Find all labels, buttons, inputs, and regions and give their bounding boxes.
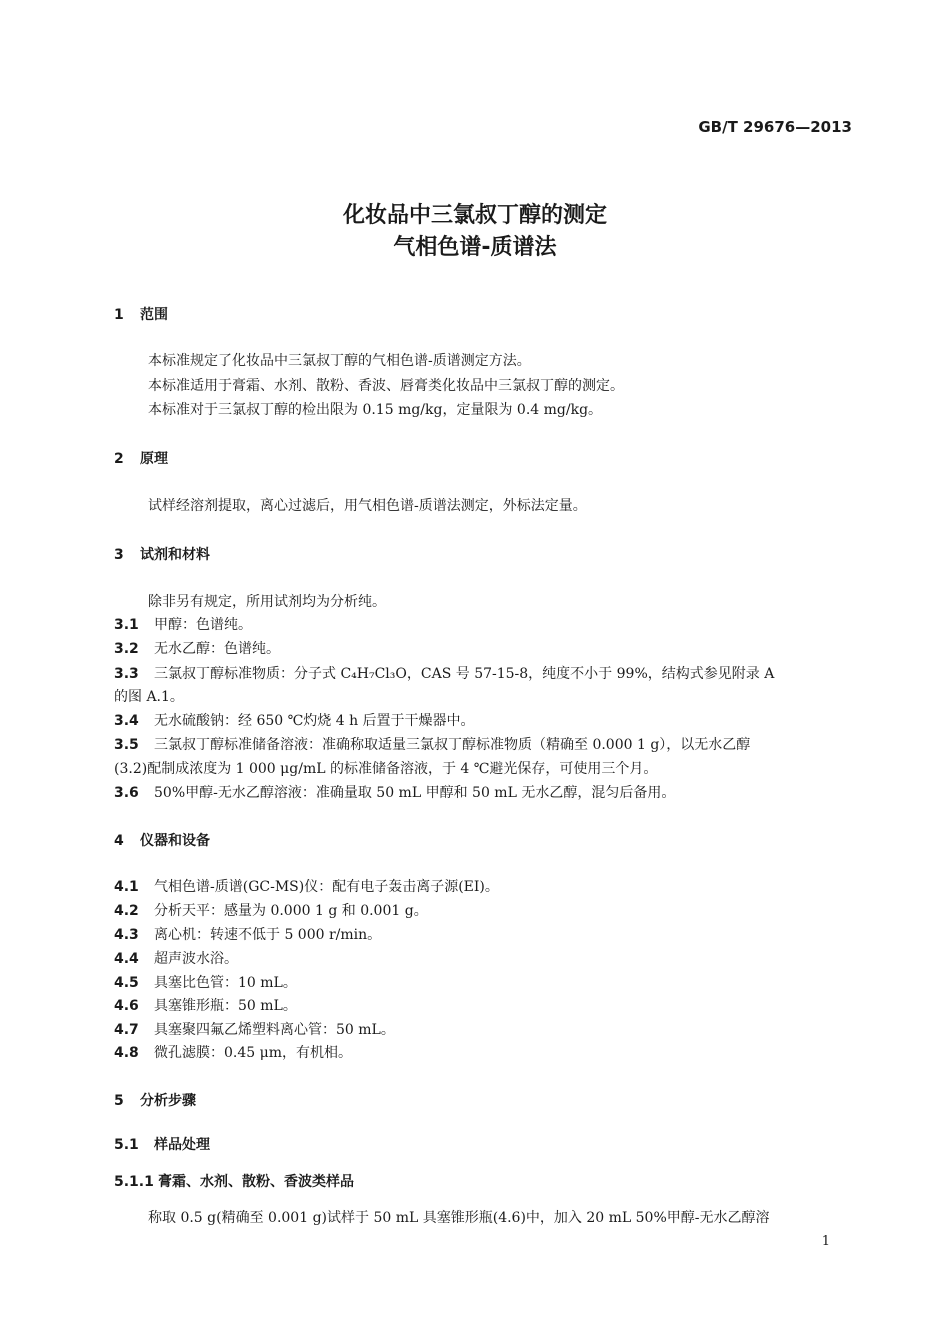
item-number: 3.4 (114, 713, 139, 729)
item-number: 4.6 (114, 998, 139, 1014)
item-text: 无水硫酸钠：经 650 ℃灼烧 4 h 后置于干燥器中。 (154, 713, 475, 729)
page-number: 1 (821, 1234, 830, 1249)
section-number: 5.1 (114, 1137, 139, 1153)
item-text: 三氯叔丁醇标准储备溶液：准确称取适量三氯叔丁醇标准物质（精确至 0.000 1 g），以无水乙醇 (154, 737, 751, 753)
section-heading-5 (114, 1090, 196, 1110)
item-text: 离心机：转速不低于 5 000 r/min。 (154, 927, 382, 943)
standard-number: GB/T 29676—2013 (698, 118, 852, 136)
item-text: 气相色谱-质谱(GC-MS)仪：配有电子轰击离子源(EI)。 (154, 879, 499, 895)
section-number: 3 (114, 547, 124, 563)
list-item (114, 877, 499, 897)
section-title: 原理 (140, 451, 168, 467)
paragraph: 称取 0.5 g(精确至 0.001 g)试样于 50 mL 具塞锥形瓶(4.6)中，加入 20 mL 50%甲醇-无水乙醇溶 (148, 1210, 770, 1226)
list-item (114, 973, 297, 993)
item-text: 三氯叔丁醇标准物质：分子式 C₄H₇Cl₃O，CAS 号 57-15-8，纯度不小于 99%，结构式参见附录 A (154, 666, 775, 682)
item-number: 3.5 (114, 737, 139, 753)
list-item (114, 1043, 352, 1063)
list-item (114, 664, 774, 684)
item-text: 微孔滤膜：0.45 μm，有机相。 (154, 1045, 352, 1061)
item-text: 分析天平：感量为 0.000 1 g 和 0.001 g。 (154, 903, 428, 919)
list-item (114, 1020, 395, 1040)
section-title: 分析步骤 (140, 1093, 196, 1109)
list-item (114, 949, 238, 969)
item-text: 甲醇：色谱纯。 (154, 617, 252, 633)
item-number: 3.3 (114, 666, 139, 682)
document-subtitle: 气相色谱-质谱法 (393, 235, 557, 260)
item-number: 4.4 (114, 951, 139, 967)
paragraph: 试样经溶剂提取，离心过滤后，用气相色谱-质谱法测定，外标法定量。 (148, 498, 587, 514)
item-number: 4.3 (114, 927, 139, 943)
list-item (114, 996, 297, 1016)
section-heading-3 (114, 544, 210, 564)
item-continuation: (3.2)配制成浓度为 1 000 μg/mL 的标准储备溶液，于 4 ℃避光保存，可使用三个月。 (114, 761, 658, 777)
item-number: 4.2 (114, 903, 139, 919)
list-item (114, 735, 750, 755)
section-title: 样品处理 (154, 1137, 210, 1153)
item-text: 具塞比色管：10 mL。 (154, 975, 297, 991)
section-title: 试剂和材料 (140, 547, 210, 563)
section-title: 膏霜、水剂、散粉、香波类样品 (158, 1174, 354, 1190)
section-number: 1 (114, 307, 124, 323)
item-number: 4.5 (114, 975, 139, 991)
item-text: 具塞聚四氟乙烯塑料离心管：50 mL。 (154, 1022, 395, 1038)
item-number: 4.7 (114, 1022, 139, 1038)
section-number: 5.1.1 (114, 1174, 154, 1190)
section-heading-2 (114, 448, 168, 468)
list-item (114, 711, 475, 731)
item-text: 无水乙醇：色谱纯。 (154, 641, 280, 657)
paragraph: 本标准规定了化妆品中三氯叔丁醇的气相色谱-质谱测定方法。 (148, 353, 531, 369)
item-continuation: 的图 A.1。 (114, 689, 184, 705)
paragraph: 本标准适用于膏霜、水剂、散粉、香波、唇膏类化妆品中三氯叔丁醇的测定。 (148, 378, 624, 394)
subsection-heading (114, 1134, 210, 1154)
section-title: 范围 (140, 307, 168, 323)
paragraph: 除非另有规定，所用试剂均为分析纯。 (148, 594, 386, 610)
item-number: 4.1 (114, 879, 139, 895)
item-text: 具塞锥形瓶：50 mL。 (154, 998, 297, 1014)
list-item (114, 639, 280, 659)
paragraph: 本标准对于三氯叔丁醇的检出限为 0.15 mg/kg，定量限为 0.4 mg/kg。 (148, 402, 603, 418)
section-title: 仪器和设备 (140, 833, 210, 849)
document-title: 化妆品中三氯叔丁醇的测定 (342, 203, 607, 228)
item-number: 3.6 (114, 785, 139, 801)
item-number: 3.1 (114, 617, 139, 633)
subsubsection-heading (114, 1171, 354, 1191)
section-number: 2 (114, 451, 124, 467)
section-number: 5 (114, 1093, 124, 1109)
item-number: 3.2 (114, 641, 139, 657)
item-number: 4.8 (114, 1045, 139, 1061)
item-text: 50%甲醇-无水乙醇溶液：准确量取 50 mL 甲醇和 50 mL 无水乙醇，混匀后备用。 (154, 785, 676, 801)
section-heading-4 (114, 830, 210, 850)
list-item (114, 901, 428, 921)
list-item (114, 615, 252, 635)
item-text: 超声波水浴。 (154, 951, 238, 967)
list-item (114, 783, 675, 803)
list-item (114, 925, 381, 945)
section-heading-1 (114, 304, 168, 324)
section-number: 4 (114, 833, 124, 849)
